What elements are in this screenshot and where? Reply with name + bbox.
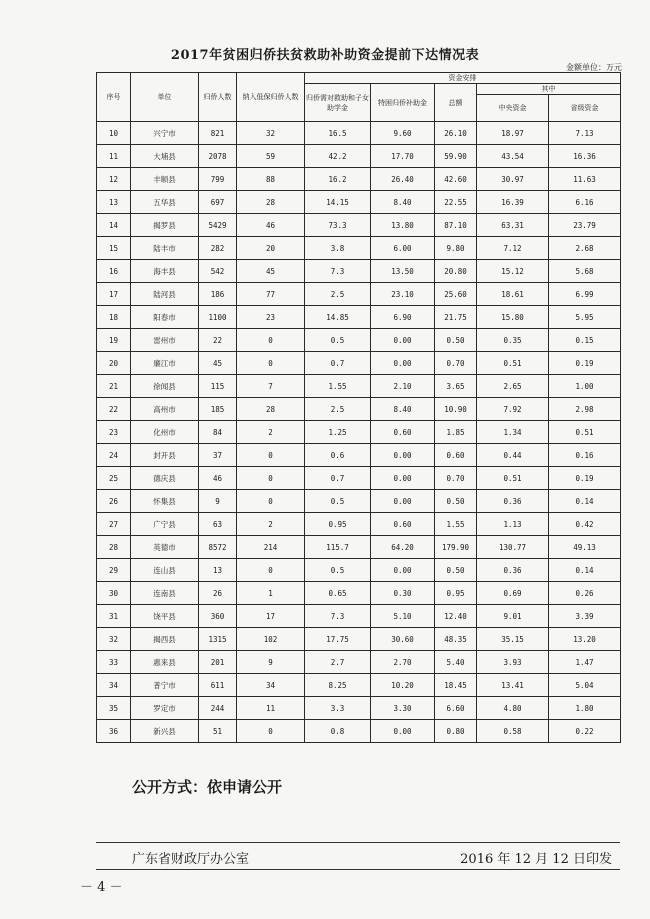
table-cell: 0.26 — [549, 582, 621, 605]
header-funding: 资金安排 — [305, 73, 621, 84]
table-cell: 0 — [237, 490, 305, 513]
table-cell: 0.5 — [305, 490, 371, 513]
table-cell: 13.20 — [549, 628, 621, 651]
table-cell: 0.95 — [435, 582, 477, 605]
table-cell: 3.65 — [435, 375, 477, 398]
table-cell: 6.99 — [549, 283, 621, 306]
table-cell: 0.44 — [477, 444, 549, 467]
table-cell: 0.19 — [549, 467, 621, 490]
table-cell: 廉江市 — [131, 352, 199, 375]
table-cell: 611 — [199, 674, 237, 697]
table-row — [97, 651, 621, 674]
table-cell: 18.61 — [477, 283, 549, 306]
table-cell: 13.41 — [477, 674, 549, 697]
table-cell: 7 — [237, 375, 305, 398]
table-cell: 0.80 — [435, 720, 477, 743]
table-cell: 45 — [237, 260, 305, 283]
table-cell: 3.3 — [305, 697, 371, 720]
table-cell: 3.30 — [371, 697, 435, 720]
table-cell: 0 — [237, 559, 305, 582]
table-row — [97, 490, 621, 513]
table-cell: 13 — [97, 191, 131, 214]
table-cell: 42.60 — [435, 168, 477, 191]
table-cell: 14.85 — [305, 306, 371, 329]
table-cell: 0.15 — [549, 329, 621, 352]
table-cell: 30 — [97, 582, 131, 605]
table-cell: 0.00 — [371, 329, 435, 352]
table-cell: 0.42 — [549, 513, 621, 536]
table-cell: 46 — [199, 467, 237, 490]
table-cell: 10.90 — [435, 398, 477, 421]
table-row — [97, 720, 621, 743]
table-row — [97, 536, 621, 559]
table-cell: 8.25 — [305, 674, 371, 697]
table-cell: 0.70 — [435, 467, 477, 490]
table-cell: 0.60 — [371, 513, 435, 536]
table-cell: 英德市 — [131, 536, 199, 559]
table-body — [97, 122, 621, 743]
table-cell: 25 — [97, 467, 131, 490]
table-cell: 88 — [237, 168, 305, 191]
table-cell: 0.00 — [371, 467, 435, 490]
table-row — [97, 697, 621, 720]
table-cell: 29 — [97, 559, 131, 582]
table-cell: 0.50 — [435, 329, 477, 352]
header-seq: 序号 — [97, 73, 131, 122]
header-central: 中央资金 — [477, 95, 549, 122]
table-cell: 连南县 — [131, 582, 199, 605]
table-cell: 30.60 — [371, 628, 435, 651]
table-cell: 185 — [199, 398, 237, 421]
header-hardship: 特困归侨补助金 — [371, 84, 435, 122]
header-education: 归侨需对救助和子女助学金 — [305, 84, 371, 122]
table-cell: 5.04 — [549, 674, 621, 697]
table-cell: 2.5 — [305, 398, 371, 421]
table-row — [97, 122, 621, 145]
table-cell: 32 — [97, 628, 131, 651]
table-cell: 46 — [237, 214, 305, 237]
table-cell: 23.10 — [371, 283, 435, 306]
table-cell: 21.75 — [435, 306, 477, 329]
table-cell: 26.10 — [435, 122, 477, 145]
table-row — [97, 513, 621, 536]
table-cell: 17.70 — [371, 145, 435, 168]
table-cell: 1.00 — [549, 375, 621, 398]
table-cell: 14.15 — [305, 191, 371, 214]
table-cell: 10 — [97, 122, 131, 145]
table-row — [97, 329, 621, 352]
table-cell: 3.39 — [549, 605, 621, 628]
table-cell: 179.90 — [435, 536, 477, 559]
table-row — [97, 674, 621, 697]
table-cell: 0 — [237, 329, 305, 352]
table-row — [97, 467, 621, 490]
table-cell: 15.80 — [477, 306, 549, 329]
table-cell: 6.90 — [371, 306, 435, 329]
table-cell: 43.54 — [477, 145, 549, 168]
table-cell: 0.35 — [477, 329, 549, 352]
table-cell: 6.16 — [549, 191, 621, 214]
table-cell: 1.80 — [549, 697, 621, 720]
table-row — [97, 444, 621, 467]
table-cell: 新兴县 — [131, 720, 199, 743]
table-cell: 28 — [237, 398, 305, 421]
table-cell: 0.00 — [371, 720, 435, 743]
table-cell: 45 — [199, 352, 237, 375]
table-cell: 3.8 — [305, 237, 371, 260]
header-provincial: 省级资金 — [549, 95, 621, 122]
table-cell: 2 — [237, 513, 305, 536]
table-cell: 59.90 — [435, 145, 477, 168]
table-cell: 6.60 — [435, 697, 477, 720]
disclosure-note: 公开方式：依申请公开 — [132, 778, 283, 796]
header-returnees: 归侨人数 — [199, 73, 237, 122]
table-cell: 0.36 — [477, 490, 549, 513]
table-row — [97, 306, 621, 329]
table-cell: 2.98 — [549, 398, 621, 421]
table-cell: 1.25 — [305, 421, 371, 444]
table-cell: 23 — [237, 306, 305, 329]
table-cell: 28 — [97, 536, 131, 559]
table-cell: 0.5 — [305, 329, 371, 352]
table-cell: 697 — [199, 191, 237, 214]
table-cell: 15 — [97, 237, 131, 260]
table-cell: 惠来县 — [131, 651, 199, 674]
table-cell: 0 — [237, 444, 305, 467]
table-cell: 13.50 — [371, 260, 435, 283]
table-cell: 7.12 — [477, 237, 549, 260]
table-cell: 115.7 — [305, 536, 371, 559]
table-cell: 五华县 — [131, 191, 199, 214]
table-cell: 0.50 — [435, 490, 477, 513]
table-row — [97, 168, 621, 191]
table-cell: 22 — [97, 398, 131, 421]
table-cell: 罗定市 — [131, 697, 199, 720]
table-cell: 51 — [199, 720, 237, 743]
table-row — [97, 237, 621, 260]
table-cell: 2.65 — [477, 375, 549, 398]
table-cell: 42.2 — [305, 145, 371, 168]
table-cell: 1 — [237, 582, 305, 605]
table-cell: 5.68 — [549, 260, 621, 283]
table-cell: 连山县 — [131, 559, 199, 582]
table-cell: 214 — [237, 536, 305, 559]
table-cell: 0.00 — [371, 559, 435, 582]
table-cell: 27 — [97, 513, 131, 536]
table-cell: 15.12 — [477, 260, 549, 283]
table-cell: 12.40 — [435, 605, 477, 628]
table-cell: 30.97 — [477, 168, 549, 191]
unit-label: 金额单位：万元 — [566, 63, 622, 72]
table-cell: 0.36 — [477, 559, 549, 582]
table-cell: 2.7 — [305, 651, 371, 674]
table-row — [97, 375, 621, 398]
table-row — [97, 559, 621, 582]
table-cell: 28 — [237, 191, 305, 214]
table-cell: 201 — [199, 651, 237, 674]
table-cell: 9.01 — [477, 605, 549, 628]
table-cell: 20 — [237, 237, 305, 260]
table-cell: 24 — [97, 444, 131, 467]
page-number: － 4 － — [80, 880, 123, 895]
footer-rule-top — [96, 842, 620, 843]
table-cell: 2.5 — [305, 283, 371, 306]
table-row — [97, 214, 621, 237]
table-cell: 21 — [97, 375, 131, 398]
table-cell: 0 — [237, 352, 305, 375]
table-cell: 17 — [237, 605, 305, 628]
table-cell: 0.5 — [305, 559, 371, 582]
table-row — [97, 283, 621, 306]
table-cell: 9.80 — [435, 237, 477, 260]
table-row — [97, 352, 621, 375]
table-row — [97, 260, 621, 283]
table-cell: 49.13 — [549, 536, 621, 559]
table-cell: 73.3 — [305, 214, 371, 237]
table-cell: 7.92 — [477, 398, 549, 421]
table-cell: 22 — [199, 329, 237, 352]
table-cell: 102 — [237, 628, 305, 651]
table-cell: 1315 — [199, 628, 237, 651]
table-cell: 8.40 — [371, 398, 435, 421]
table-cell: 5.95 — [549, 306, 621, 329]
table-cell: 2078 — [199, 145, 237, 168]
table-cell: 德庆县 — [131, 467, 199, 490]
table-cell: 0.19 — [549, 352, 621, 375]
table-cell: 0.70 — [435, 352, 477, 375]
table-cell: 0.65 — [305, 582, 371, 605]
table-cell: 化州市 — [131, 421, 199, 444]
table-cell: 2 — [237, 421, 305, 444]
table-cell: 19 — [97, 329, 131, 352]
table-cell: 11 — [237, 697, 305, 720]
table-cell: 282 — [199, 237, 237, 260]
table-cell: 20 — [97, 352, 131, 375]
table-cell: 14 — [97, 214, 131, 237]
table-cell: 59 — [237, 145, 305, 168]
table-cell: 揭罗县 — [131, 214, 199, 237]
table-cell: 1100 — [199, 306, 237, 329]
table-cell: 0.16 — [549, 444, 621, 467]
table-cell: 36 — [97, 720, 131, 743]
table-cell: 9 — [199, 490, 237, 513]
table-cell: 0.22 — [549, 720, 621, 743]
table-cell: 16.5 — [305, 122, 371, 145]
table-cell: 37 — [199, 444, 237, 467]
table-cell: 0.50 — [435, 559, 477, 582]
table-cell: 饶平县 — [131, 605, 199, 628]
table-cell: 揭西县 — [131, 628, 199, 651]
table-cell: 4.80 — [477, 697, 549, 720]
table-cell: 20.80 — [435, 260, 477, 283]
table-cell: 广宁县 — [131, 513, 199, 536]
table-cell: 普宁市 — [131, 674, 199, 697]
table-cell: 1.13 — [477, 513, 549, 536]
table-cell: 0.00 — [371, 444, 435, 467]
table-cell: 怀集县 — [131, 490, 199, 513]
table-cell: 0.51 — [549, 421, 621, 444]
table-cell: 87.10 — [435, 214, 477, 237]
table-cell: 821 — [199, 122, 237, 145]
table-cell: 1.47 — [549, 651, 621, 674]
table-cell: 35 — [97, 697, 131, 720]
table-cell: 26 — [97, 490, 131, 513]
table-cell: 0.69 — [477, 582, 549, 605]
header-unit: 单位 — [131, 73, 199, 122]
table-cell: 16.36 — [549, 145, 621, 168]
table-cell: 64.20 — [371, 536, 435, 559]
issue-date: 2016 年 12 月 12 日印发 — [460, 852, 612, 867]
table-cell: 130.77 — [477, 536, 549, 559]
table-cell: 封开县 — [131, 444, 199, 467]
table-cell: 0.51 — [477, 467, 549, 490]
table-cell: 0.60 — [371, 421, 435, 444]
table-cell: 13 — [199, 559, 237, 582]
table-cell: 115 — [199, 375, 237, 398]
table-cell: 22.55 — [435, 191, 477, 214]
table-cell: 6.00 — [371, 237, 435, 260]
table-cell: 360 — [199, 605, 237, 628]
table-cell: 11 — [97, 145, 131, 168]
table-cell: 31 — [97, 605, 131, 628]
table-cell: 5.40 — [435, 651, 477, 674]
table-cell: 13.80 — [371, 214, 435, 237]
table-cell: 陆丰市 — [131, 237, 199, 260]
table-cell: 高州市 — [131, 398, 199, 421]
page-title: 2017年贫困归侨扶贫救助补助资金提前下达情况表 — [170, 48, 480, 63]
table-cell: 大埔县 — [131, 145, 199, 168]
table-cell: 186 — [199, 283, 237, 306]
table-cell: 35.15 — [477, 628, 549, 651]
table-cell: 12 — [97, 168, 131, 191]
table-cell: 18.45 — [435, 674, 477, 697]
table-cell: 1.55 — [305, 375, 371, 398]
header-of-which: 其中 — [477, 84, 621, 95]
table-cell: 徐闻县 — [131, 375, 199, 398]
table-cell: 0.95 — [305, 513, 371, 536]
table-cell: 2.68 — [549, 237, 621, 260]
table-cell: 26.40 — [371, 168, 435, 191]
table-cell: 34 — [97, 674, 131, 697]
table-cell: 16.2 — [305, 168, 371, 191]
table-cell: 16 — [97, 260, 131, 283]
table-cell: 0.00 — [371, 490, 435, 513]
table-cell: 陆河县 — [131, 283, 199, 306]
table-row — [97, 398, 621, 421]
table-cell: 7.3 — [305, 260, 371, 283]
table-cell: 11.63 — [549, 168, 621, 191]
table-cell: 0.60 — [435, 444, 477, 467]
table-cell: 丰顺县 — [131, 168, 199, 191]
table-cell: 3.93 — [477, 651, 549, 674]
table-cell: 阳春市 — [131, 306, 199, 329]
funding-table — [96, 72, 621, 743]
table-row — [97, 628, 621, 651]
table-row — [97, 421, 621, 444]
table-cell: 17 — [97, 283, 131, 306]
table-cell: 0.58 — [477, 720, 549, 743]
table-cell: 0.14 — [549, 490, 621, 513]
table-cell: 34 — [237, 674, 305, 697]
table-cell: 9 — [237, 651, 305, 674]
table-cell: 18 — [97, 306, 131, 329]
table-cell: 77 — [237, 283, 305, 306]
table-cell: 1.55 — [435, 513, 477, 536]
table-cell: 0.51 — [477, 352, 549, 375]
table-cell: 18.97 — [477, 122, 549, 145]
table-cell: 7.13 — [549, 122, 621, 145]
table-cell: 8.40 — [371, 191, 435, 214]
table-cell: 海丰县 — [131, 260, 199, 283]
table-cell: 0.7 — [305, 352, 371, 375]
table-cell: 8572 — [199, 536, 237, 559]
table-cell: 16.39 — [477, 191, 549, 214]
table-cell: 0.6 — [305, 444, 371, 467]
table-cell: 兴宁市 — [131, 122, 199, 145]
table-cell: 0 — [237, 720, 305, 743]
table-cell: 5429 — [199, 214, 237, 237]
table-cell: 33 — [97, 651, 131, 674]
table-cell: 26 — [199, 582, 237, 605]
table-cell: 48.35 — [435, 628, 477, 651]
table-cell: 32 — [237, 122, 305, 145]
table-cell: 0 — [237, 467, 305, 490]
issuer: 广东省财政厅办公室 — [132, 852, 250, 867]
table-cell: 244 — [199, 697, 237, 720]
table-cell: 542 — [199, 260, 237, 283]
table-cell: 1.34 — [477, 421, 549, 444]
header-low-income: 纳入低保归侨人数 — [237, 73, 305, 122]
table-cell: 799 — [199, 168, 237, 191]
table-cell: 0.8 — [305, 720, 371, 743]
table-row — [97, 582, 621, 605]
header-total: 总额 — [435, 84, 477, 122]
table-row — [97, 145, 621, 168]
table-cell: 0.7 — [305, 467, 371, 490]
table-cell: 0.30 — [371, 582, 435, 605]
table-cell: 10.20 — [371, 674, 435, 697]
table-cell: 25.60 — [435, 283, 477, 306]
table-cell: 2.70 — [371, 651, 435, 674]
table-cell: 5.10 — [371, 605, 435, 628]
table-cell: 23.79 — [549, 214, 621, 237]
table-cell: 7.3 — [305, 605, 371, 628]
table-cell: 17.75 — [305, 628, 371, 651]
table-cell: 雷州市 — [131, 329, 199, 352]
table-cell: 9.60 — [371, 122, 435, 145]
footer-rule-bottom — [96, 869, 620, 870]
table-cell: 0.00 — [371, 352, 435, 375]
table-row — [97, 191, 621, 214]
table-cell: 2.10 — [371, 375, 435, 398]
table-cell: 84 — [199, 421, 237, 444]
table-cell: 1.85 — [435, 421, 477, 444]
table-cell: 23 — [97, 421, 131, 444]
table-cell: 63.31 — [477, 214, 549, 237]
table-row — [97, 605, 621, 628]
table-cell: 0.14 — [549, 559, 621, 582]
table-cell: 63 — [199, 513, 237, 536]
